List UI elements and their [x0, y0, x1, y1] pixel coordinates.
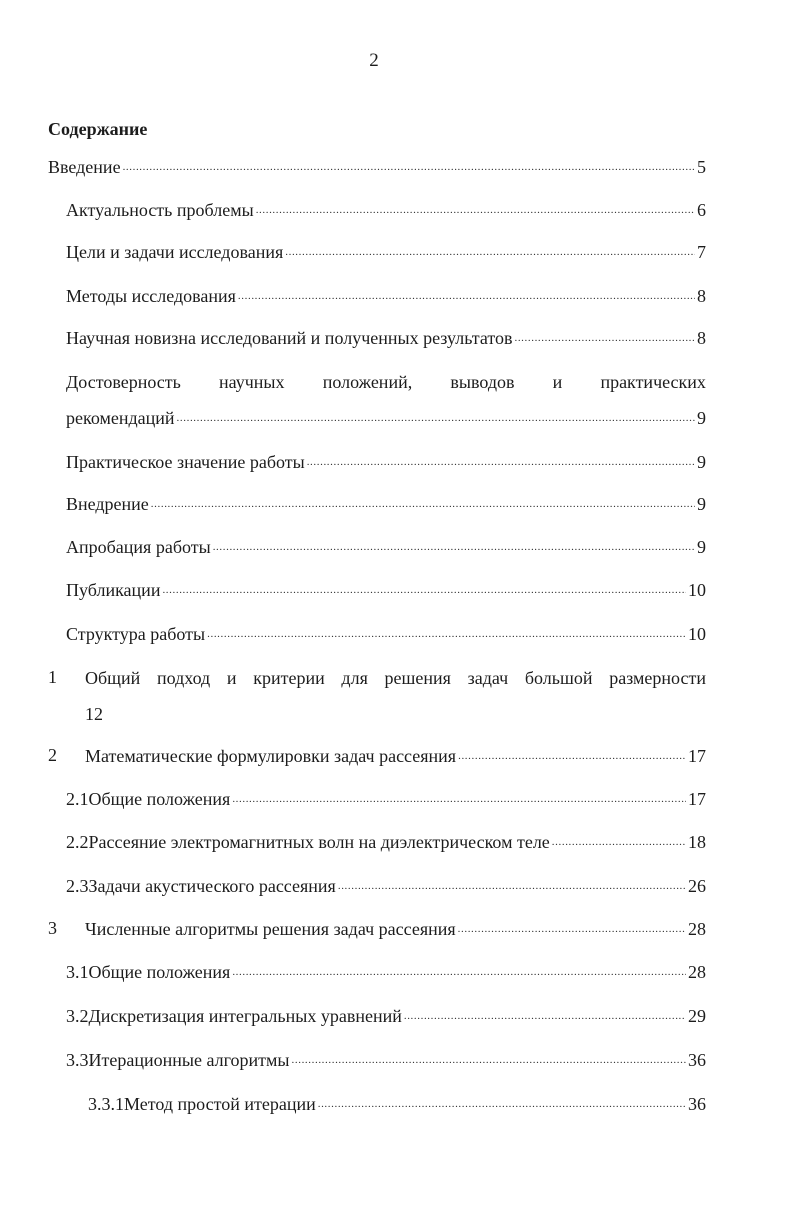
- toc-entry-page: 28: [688, 962, 706, 982]
- toc-entry-page: 28: [688, 919, 706, 939]
- toc-entry-page: 36: [688, 1094, 706, 1114]
- dot-leader: [458, 742, 686, 767]
- toc-entry-page: 8: [697, 328, 706, 348]
- toc-entry[interactable]: [66, 536, 706, 561]
- dot-leader: [514, 324, 695, 349]
- toc-title: Содержание: [48, 119, 148, 139]
- toc-entry-intro[interactable]: [48, 156, 706, 181]
- toc-entry-page: 29: [688, 1006, 706, 1026]
- toc-entry-label: Итерационные алгоритмы: [88, 1050, 290, 1070]
- toc-section[interactable]: [66, 961, 706, 986]
- section-number: 3.2: [66, 1006, 89, 1026]
- word: подход: [156, 668, 211, 688]
- toc-entry-label: Научная новизна исследований и полученных результатов: [66, 328, 513, 348]
- dot-leader: [213, 533, 695, 558]
- toc-section[interactable]: [66, 788, 706, 813]
- toc-entry-reliability-line2[interactable]: [66, 407, 706, 432]
- word: Достоверность: [66, 372, 181, 392]
- word: решения: [384, 668, 451, 688]
- dot-leader: [232, 958, 686, 983]
- word: и: [226, 668, 237, 688]
- toc-entry-page: 5: [697, 157, 706, 177]
- dot-leader: [123, 153, 695, 178]
- dot-leader: [307, 448, 695, 473]
- dot-leader: [338, 872, 686, 897]
- toc-entry-label: Общие положения: [88, 789, 231, 809]
- word: практических: [600, 372, 706, 392]
- toc-entry-label: Метод простой итерации: [124, 1094, 316, 1114]
- toc-entry-page: 26: [688, 876, 706, 896]
- toc-entry-page: 10: [688, 580, 706, 600]
- toc-entry-page: 6: [697, 200, 706, 220]
- toc-entry-chapter3[interactable]: [85, 918, 706, 943]
- toc-entry-label: Дискретизация интегральных уравнений: [88, 1006, 402, 1026]
- toc-entry-label: Цели и задачи исследования: [66, 242, 284, 262]
- word: для: [341, 668, 368, 688]
- toc-section[interactable]: [66, 831, 706, 856]
- word: большой: [524, 668, 593, 688]
- section-number: 3.1: [66, 962, 89, 982]
- toc-entry[interactable]: [66, 327, 706, 352]
- toc-entry-label: Внедрение: [66, 494, 149, 514]
- toc-entry-page: 18: [688, 832, 706, 852]
- section-number: 3.3: [66, 1050, 89, 1070]
- toc-entry-page: 9: [697, 494, 706, 514]
- chapter-number: 2: [48, 745, 57, 765]
- toc-section[interactable]: [66, 1005, 706, 1030]
- word: Общий: [85, 668, 141, 688]
- toc-entry-label: Введение: [48, 157, 121, 177]
- toc-entry-label: Структура работы: [66, 624, 206, 644]
- toc-entry-page: 9: [697, 452, 706, 472]
- word: размерности: [609, 668, 706, 688]
- toc-entry-label: рекомендаций: [66, 408, 175, 428]
- dot-leader: [232, 785, 686, 810]
- toc-entry-label: Рассеяние электромагнитных волн на диэлектрическом теле: [88, 832, 550, 852]
- dot-leader: [151, 490, 695, 515]
- toc-entry-page: 17: [688, 746, 706, 766]
- dot-leader: [404, 1002, 686, 1027]
- toc-entry-label: Публикации: [66, 580, 161, 600]
- toc-entry-label: Задачи акустического рассеяния: [88, 876, 336, 896]
- dot-leader: [292, 1046, 686, 1071]
- toc-entry-label: Математические формулировки задач рассеяния: [85, 746, 457, 766]
- toc-entry[interactable]: [66, 285, 706, 310]
- toc-entry-page: 8: [697, 286, 706, 306]
- word: и: [552, 372, 563, 392]
- section-number: 2.3: [66, 876, 89, 896]
- section-number: 2.1: [66, 789, 89, 809]
- toc-entry-label: Общие положения: [88, 962, 231, 982]
- toc-entry-page: 9: [697, 408, 706, 428]
- toc-entry[interactable]: [66, 199, 706, 224]
- toc-section[interactable]: [66, 1049, 706, 1074]
- dot-leader: [318, 1090, 686, 1115]
- toc-entry-page: 9: [697, 537, 706, 557]
- toc-entry[interactable]: [66, 241, 706, 266]
- toc-entry-label: Апробация работы: [66, 537, 211, 557]
- toc-entry[interactable]: [66, 451, 706, 476]
- toc-entry-chapter1-line1[interactable]: [85, 667, 706, 689]
- toc-entry[interactable]: [66, 579, 706, 604]
- toc-entry-page: 7: [697, 242, 706, 262]
- dot-leader: [207, 620, 686, 645]
- toc-entry-page: 36: [688, 1050, 706, 1070]
- dot-leader: [162, 576, 686, 601]
- toc-entry-chapter2[interactable]: [85, 745, 706, 770]
- toc-entry-label: Методы исследования: [66, 286, 236, 306]
- toc-entry[interactable]: [66, 493, 706, 518]
- page-number: 2: [369, 50, 379, 71]
- toc-entry-page: 17: [688, 789, 706, 809]
- toc-entry-label: Практическое значение работы: [66, 452, 305, 472]
- toc-entry[interactable]: [66, 623, 706, 648]
- toc-entry-page: 10: [688, 624, 706, 644]
- dot-leader: [458, 915, 686, 940]
- subsection-number: 3.3.1: [88, 1094, 124, 1114]
- chapter-number: 1: [48, 667, 57, 687]
- toc-entry-chapter1-page: 12: [85, 704, 103, 724]
- dot-leader: [285, 238, 695, 263]
- word: научных: [219, 372, 285, 392]
- toc-entry-label: Численные алгоритмы решения задач рассеяния: [85, 919, 456, 939]
- toc-section[interactable]: [66, 875, 706, 900]
- dot-leader: [177, 404, 695, 429]
- section-number: 2.2: [66, 832, 89, 852]
- toc-entry-reliability-line1[interactable]: [66, 371, 706, 393]
- dot-leader: [552, 828, 686, 853]
- dot-leader: [256, 196, 695, 221]
- toc-subsection[interactable]: [88, 1093, 706, 1118]
- toc-entry-label: Актуальность проблемы: [66, 200, 254, 220]
- word: выводов: [450, 372, 515, 392]
- word: задач: [467, 668, 509, 688]
- word: положений,: [322, 372, 413, 392]
- dot-leader: [238, 282, 695, 307]
- chapter-number: 3: [48, 918, 57, 938]
- word: критерии: [253, 668, 325, 688]
